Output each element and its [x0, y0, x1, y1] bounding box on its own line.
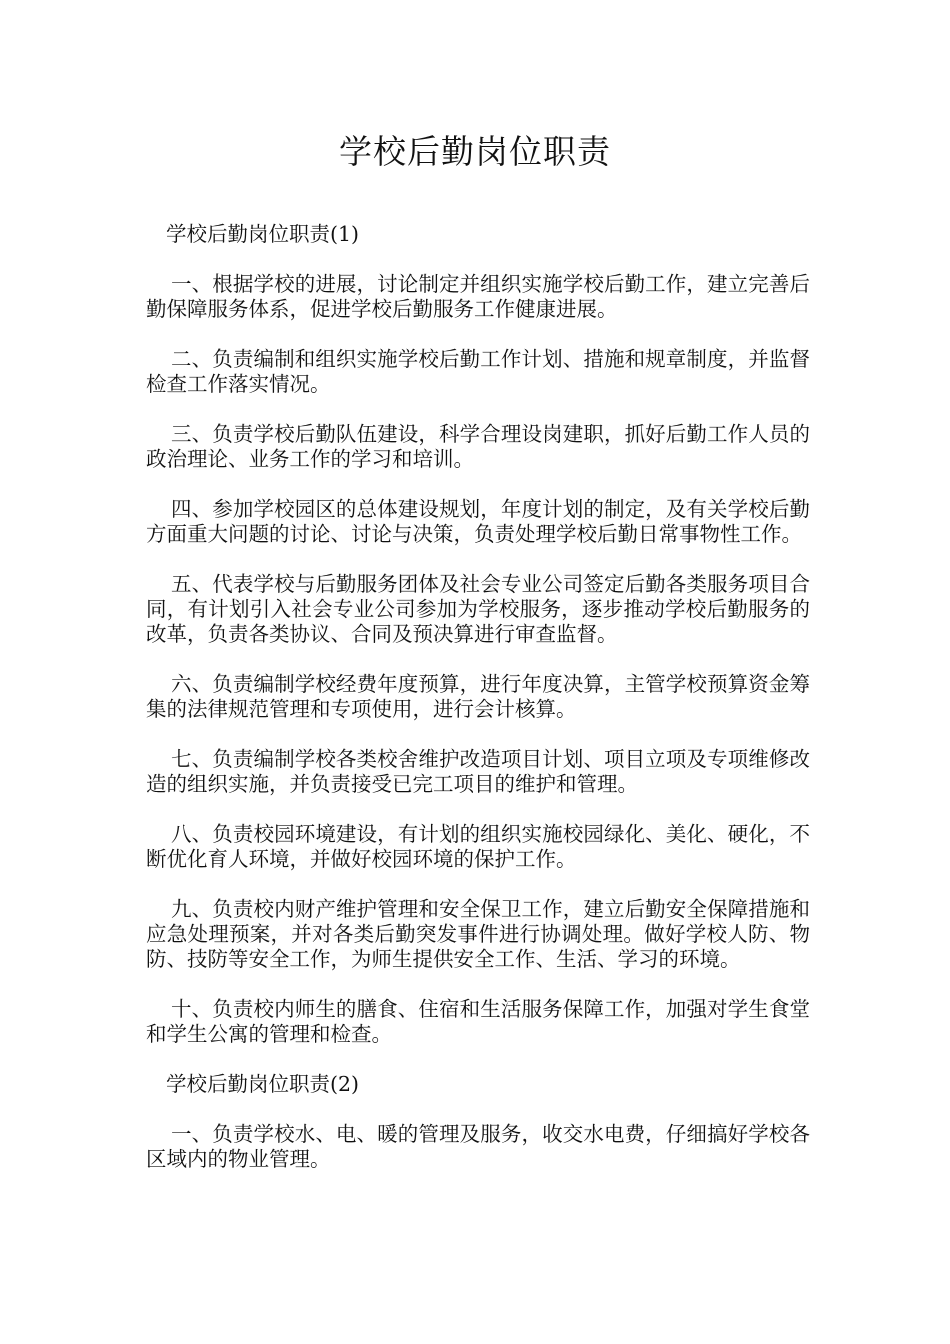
document-body	[146, 222, 810, 1197]
paragraph: 八、负责校园环境建设，有计划的组织实施校园绿化、美化、硬化，不断优化育人环境，并做好校园环境的保护工作。	[146, 822, 810, 871]
paragraph: 十、负责校内师生的膳食、住宿和生活服务保障工作，加强对学生食堂和学生公寓的管理和检查。	[146, 997, 810, 1046]
paragraph: 五、代表学校与后勤服务团体及社会专业公司签定后勤各类服务项目合同，有计划引入社会专业公司参加为学校服务，逐步推动学校后勤服务的改革，负责各类协议、合同及预决算进行审查监督。	[146, 572, 810, 646]
paragraph: 二、负责编制和组织实施学校后勤工作计划、措施和规章制度，并监督检查工作落实情况。	[146, 347, 810, 396]
paragraph: 九、负责校内财产维护管理和安全保卫工作，建立后勤安全保障措施和应急处理预案，并对各类后勤突发事件进行协调处理。做好学校人防、物防、技防等安全工作，为师生提供安全工作、生活、学习的环境。	[146, 897, 810, 971]
paragraph: 一、负责学校水、电、暖的管理及服务，收交水电费，仔细搞好学校各区域内的物业管理。	[146, 1122, 810, 1171]
paragraph: 四、参加学校园区的总体建设规划，年度计划的制定，及有关学校后勤方面重大问题的讨论、讨论与决策，负责处理学校后勤日常事物性工作。	[146, 497, 810, 546]
paragraph: 六、负责编制学校经费年度预算，进行年度决算，主管学校预算资金筹集的法律规范管理和专项使用，进行会计核算。	[146, 672, 810, 721]
paragraph: 七、负责编制学校各类校舍维护改造项目计划、项目立项及专项维修改造的组织实施，并负责接受已完工项目的维护和管理。	[146, 747, 810, 796]
paragraph: 一、根据学校的进展，讨论制定并组织实施学校后勤工作，建立完善后勤保障服务体系，促进学校后勤服务工作健康进展。	[146, 272, 810, 321]
document-title: 学校后勤岗位职责	[339, 132, 611, 171]
section-heading: 学校后勤岗位职责(2)	[166, 1072, 360, 1096]
section-heading: 学校后勤岗位职责(1)	[166, 222, 360, 246]
paragraph: 三、负责学校后勤队伍建设，科学合理设岗建职，抓好后勤工作人员的政治理论、业务工作的学习和培训。	[146, 422, 810, 471]
